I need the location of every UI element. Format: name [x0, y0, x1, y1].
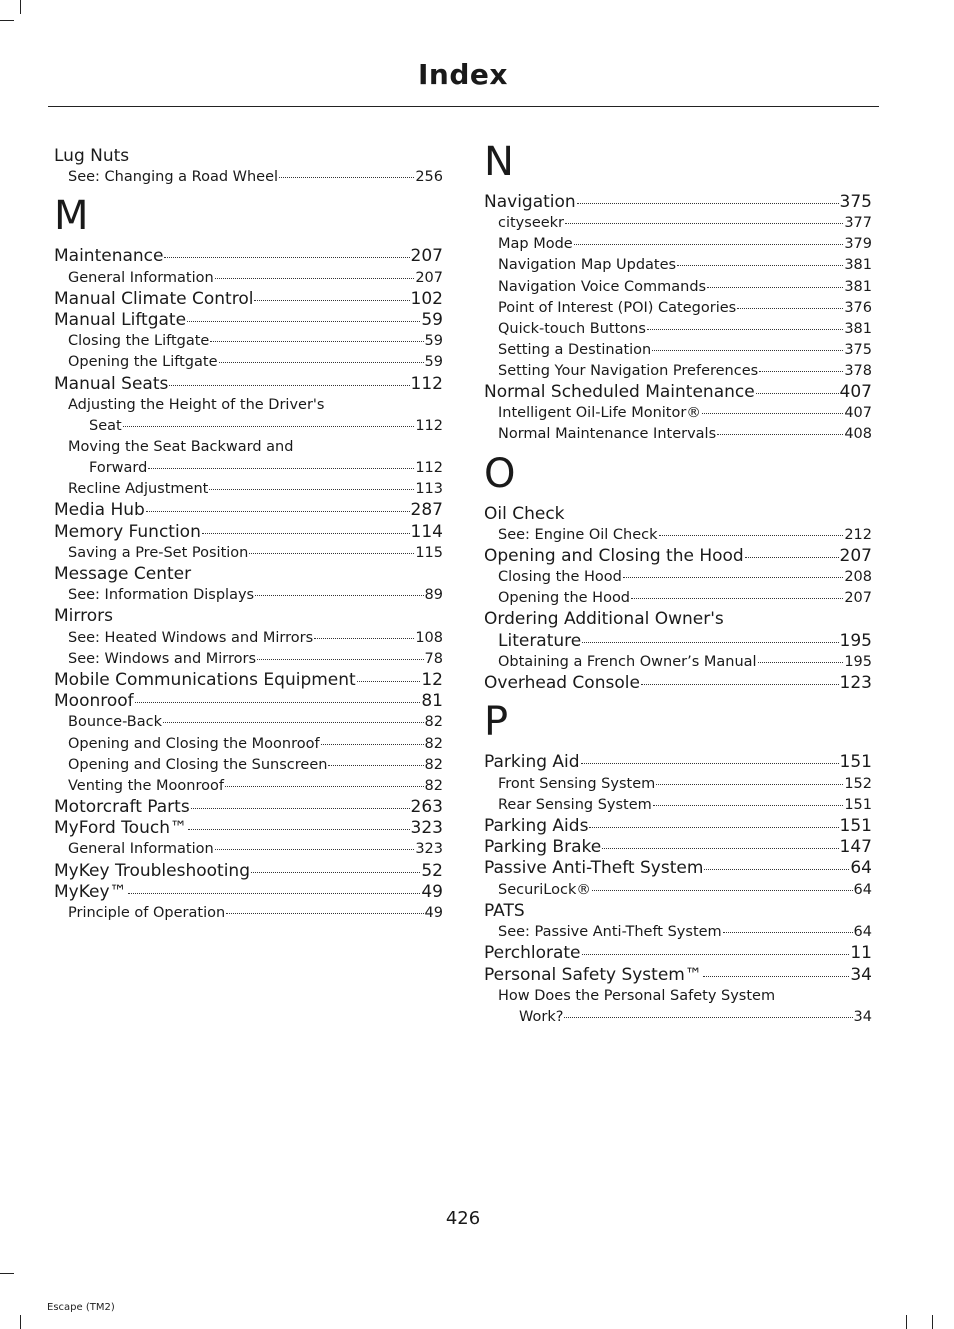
entry-page-number: 376 [844, 299, 872, 316]
index-subentry [54, 649, 443, 670]
dot-leader [652, 350, 843, 351]
index-subentry [54, 331, 443, 352]
dot-leader [219, 362, 424, 363]
entry-page-number: 114 [410, 521, 443, 542]
entry-text: Opening and Closing the Hood [484, 545, 744, 566]
dot-leader [589, 827, 838, 828]
entry-text: Passive Anti-Theft System [484, 858, 704, 879]
entry-page-number: 147 [839, 837, 872, 858]
entry-text: Closing the Hood [498, 569, 622, 586]
index-entry [484, 631, 872, 652]
index-subentry [484, 277, 872, 298]
dot-leader [574, 244, 844, 245]
entry-page-number: 207 [839, 545, 872, 566]
entry-page-number: 151 [839, 752, 872, 773]
entry-text: Parking Aid [484, 752, 580, 773]
entry-text: Memory Function [54, 521, 201, 542]
index-subentry [54, 479, 443, 500]
entry-page-number: 81 [421, 691, 443, 712]
entry-text: Perchlorate [484, 943, 581, 964]
entry-page-number: 49 [421, 881, 443, 902]
index-entry [54, 289, 443, 310]
index-column-right [484, 139, 872, 1028]
dot-leader [209, 489, 414, 490]
dot-leader [592, 890, 853, 891]
entry-text: Message Center [54, 564, 192, 585]
index-subentry [484, 652, 872, 673]
index-entry [484, 901, 872, 922]
entry-page-number: 89 [424, 587, 443, 604]
entry-page-number: 52 [421, 860, 443, 881]
entry-page-number: 34 [850, 964, 872, 985]
index-entry [54, 146, 443, 167]
entry-text: Recline Adjustment [68, 481, 209, 498]
dot-leader [123, 426, 415, 427]
dot-leader [631, 598, 843, 599]
entry-text: Intelligent Oil-Life Monitor® [498, 405, 701, 422]
index-subentry [484, 567, 872, 588]
entry-text: How Does the Personal Safety System [498, 987, 776, 1004]
dot-leader [251, 872, 420, 873]
entry-page-number: 407 [839, 382, 872, 403]
dot-leader [255, 595, 423, 596]
entry-page-number: 113 [415, 481, 443, 498]
dot-leader [187, 321, 420, 322]
index-subentry [484, 424, 872, 445]
index-entry [484, 504, 872, 525]
crop-mark-bottom-left-h [0, 1273, 14, 1274]
dot-leader [717, 434, 843, 435]
entry-text: Normal Scheduled Maintenance [484, 382, 755, 403]
entry-page-number: 64 [853, 881, 872, 898]
dot-leader [704, 869, 849, 870]
index-subentry [54, 839, 443, 860]
entry-page-number: 102 [410, 288, 443, 309]
dot-leader [653, 805, 844, 806]
entry-text: SecuriLock® [498, 881, 591, 898]
entry-text: Closing the Liftgate [68, 333, 210, 350]
entry-text: Map Mode [498, 236, 573, 253]
entry-page-number: 152 [844, 775, 872, 792]
entry-text: Mobile Communications Equipment [54, 669, 356, 690]
entry-page-number: 82 [424, 735, 443, 752]
index-entry [54, 374, 443, 395]
entry-text: See: Engine Oil Check [498, 526, 658, 543]
entry-text: PATS [484, 900, 525, 921]
index-entry [54, 861, 443, 882]
entry-text: MyKey Troubleshooting [54, 860, 250, 881]
entry-page-number: 112 [415, 460, 443, 477]
index-entry [54, 522, 443, 543]
index-entry [484, 382, 872, 403]
index-subentry [484, 319, 872, 340]
entry-page-number: 407 [844, 405, 872, 422]
entry-page-number: 381 [844, 320, 872, 337]
entry-text: See: Passive Anti-Theft System [498, 924, 722, 941]
entry-page-number: 82 [424, 714, 443, 731]
entry-text: Opening the Hood [498, 590, 631, 607]
entry-text: Literature [498, 630, 582, 651]
index-subentry [484, 361, 872, 382]
entry-page-number: 408 [844, 426, 872, 443]
dot-leader [226, 913, 423, 914]
index-entry [484, 192, 872, 213]
section-letter-m: M [54, 193, 89, 240]
index-entry [54, 691, 443, 712]
entry-text: Front Sensing System [498, 775, 656, 792]
entry-page-number: 59 [421, 310, 443, 331]
index-entry [54, 606, 443, 627]
entry-text: Parking Brake [484, 837, 602, 858]
dot-leader [254, 300, 409, 301]
page-number: 426 [445, 1208, 481, 1229]
index-subentry [484, 922, 872, 943]
entry-text: See: Windows and Mirrors [68, 650, 257, 667]
index-subentry [54, 628, 443, 649]
entry-page-number: 195 [839, 630, 872, 651]
index-entry [54, 670, 443, 691]
entry-text: Mirrors [54, 606, 113, 627]
index-entry [484, 673, 872, 694]
dot-leader [581, 763, 839, 764]
index-subentry [54, 755, 443, 776]
page-title: Index [418, 58, 508, 91]
entry-text: Ordering Additional Owner's [484, 609, 724, 630]
section-letter-o: O [484, 450, 516, 497]
index-entry [54, 797, 443, 818]
index-subentry [484, 986, 872, 1007]
section-letter-n: N [484, 139, 514, 185]
index-subentry [484, 298, 872, 319]
dot-leader [135, 702, 421, 703]
index-entry [484, 546, 872, 567]
dot-leader [191, 808, 410, 809]
index-entry [484, 609, 872, 630]
entry-text: MyKey™ [54, 881, 127, 902]
entry-text: Setting a Destination [498, 341, 652, 358]
entry-page-number: 123 [839, 673, 872, 694]
index-subentry [54, 268, 443, 289]
dot-leader [745, 557, 839, 558]
entry-text: Moving the Seat Backward and [68, 439, 294, 456]
entry-page-number: 12 [421, 669, 443, 690]
index-subentry [484, 213, 872, 234]
index-subentry [54, 167, 443, 188]
entry-text: Point of Interest (POI) Categories [498, 299, 737, 316]
entry-page-number: 378 [844, 362, 872, 379]
entry-text: Venting the Moonroof [68, 777, 224, 794]
dot-leader [163, 722, 424, 723]
entry-text: MyFord Touch™ [54, 818, 187, 839]
index-subentry [54, 776, 443, 797]
entry-text: General Information [68, 841, 214, 858]
index-subentry [54, 458, 443, 479]
index-subentry [484, 525, 872, 546]
entry-text: Manual Liftgate [54, 310, 187, 331]
entry-text: Manual Climate Control [54, 288, 254, 309]
entry-text: Navigation [484, 192, 576, 212]
entry-text: Navigation Map Updates [498, 257, 677, 274]
dot-leader [257, 659, 424, 660]
entry-text: Lug Nuts [54, 146, 130, 166]
crop-mark-bottom-left-v [20, 1315, 21, 1329]
index-entry [484, 816, 872, 837]
dot-leader [641, 684, 839, 685]
entry-text: Seat [89, 417, 122, 434]
dot-leader [656, 784, 843, 785]
entry-page-number: 11 [850, 943, 872, 964]
dot-leader [321, 744, 424, 745]
document-label: Escape (TM2) [47, 1302, 115, 1313]
entry-text: Saving a Pre-Set Position [68, 544, 249, 561]
dot-leader [602, 848, 838, 849]
entry-text: Work? [519, 1008, 564, 1025]
crop-mark-top-left-v [20, 0, 21, 14]
dot-leader [328, 765, 423, 766]
index-subentry [484, 774, 872, 795]
entry-page-number: 212 [844, 526, 872, 543]
entry-page-number: 208 [844, 569, 872, 586]
index-subentry [484, 234, 872, 255]
index-entry [484, 837, 872, 858]
entry-page-number: 82 [424, 756, 443, 773]
entry-text: Opening and Closing the Moonroof [68, 735, 320, 752]
entry-page-number: 195 [844, 654, 872, 670]
entry-page-number: 381 [844, 278, 872, 295]
entry-text: Oil Check [484, 503, 565, 524]
entry-page-number: 151 [844, 796, 872, 813]
index-subentry [54, 352, 443, 373]
header-divider [48, 106, 879, 107]
dot-leader [647, 329, 843, 330]
dot-leader [756, 393, 839, 394]
dot-leader [164, 257, 409, 258]
entry-text: See: Information Displays [68, 587, 255, 604]
entry-text: Opening the Liftgate [68, 354, 218, 371]
entry-page-number: 151 [839, 815, 872, 836]
entry-page-number: 59 [424, 333, 443, 350]
entry-text: Setting Your Navigation Preferences [498, 362, 759, 379]
entry-page-number: 379 [844, 236, 872, 253]
entry-page-number: 256 [415, 169, 443, 186]
entry-page-number: 375 [839, 192, 872, 212]
dot-leader [703, 976, 850, 977]
entry-text: See: Changing a Road Wheel [68, 169, 279, 186]
entry-page-number: 112 [410, 373, 443, 394]
entry-text: Obtaining a French Owner’s Manual [498, 654, 757, 670]
entry-text: Opening and Closing the Sunscreen [68, 756, 328, 773]
index-subentry [54, 734, 443, 755]
entry-text: Parking Aids [484, 815, 589, 836]
dot-leader [188, 829, 410, 830]
dot-leader [759, 371, 843, 372]
entry-text: Navigation Voice Commands [498, 278, 707, 295]
dot-leader [148, 468, 414, 469]
entry-page-number: 323 [410, 818, 443, 839]
index-subentry [54, 395, 443, 416]
dot-leader [146, 511, 410, 512]
entry-page-number: 115 [415, 544, 443, 561]
index-subentry [54, 437, 443, 458]
entry-page-number: 323 [415, 841, 443, 858]
entry-text: Forward [89, 460, 148, 477]
entry-page-number: 82 [424, 777, 443, 794]
entry-page-number: 287 [410, 500, 443, 521]
dot-leader [707, 287, 843, 288]
index-entry [484, 965, 872, 986]
index-entry [54, 246, 443, 267]
entry-page-number: 207 [415, 269, 443, 286]
entry-text: Motorcraft Parts [54, 796, 190, 817]
index-entry [54, 818, 443, 839]
index-subentry [484, 403, 872, 424]
crop-mark-top-left-h [0, 20, 14, 21]
entry-text: See: Heated Windows and Mirrors [68, 629, 314, 646]
dot-leader [723, 932, 853, 933]
section-letter-p: P [484, 699, 509, 746]
entry-page-number: 59 [424, 354, 443, 371]
index-entry [54, 882, 443, 903]
index-subentry [484, 588, 872, 609]
dot-leader [225, 786, 424, 787]
dot-leader [279, 177, 414, 178]
entry-text: Manual Seats [54, 373, 169, 394]
entry-page-number: 207 [844, 590, 872, 607]
index-subentry [54, 585, 443, 606]
index-entry [54, 564, 443, 585]
entry-text: Moonroof [54, 691, 134, 712]
entry-page-number: 49 [424, 905, 443, 922]
entry-text: Normal Maintenance Intervals [498, 426, 717, 443]
entry-text: Bounce-Back [68, 714, 163, 731]
index-entry [484, 858, 872, 879]
index-entry [54, 500, 443, 521]
dot-leader [314, 638, 414, 639]
index-column-left [54, 146, 443, 924]
entry-text: Principle of Operation [68, 905, 226, 922]
dot-leader [659, 535, 844, 536]
index-subentry [484, 255, 872, 276]
dot-leader [623, 577, 843, 578]
dot-leader [169, 385, 409, 386]
index-subentry [54, 543, 443, 564]
dot-leader [737, 308, 843, 309]
entry-text: General Information [68, 269, 214, 286]
crop-mark-bottom-right-v2 [932, 1315, 933, 1329]
index-entry [484, 943, 872, 964]
entry-page-number: 377 [844, 215, 872, 232]
dot-leader [702, 413, 843, 414]
dot-leader [582, 642, 838, 643]
entry-page-number: 34 [853, 1008, 872, 1025]
entry-page-number: 64 [850, 858, 872, 879]
entry-text: Maintenance [54, 246, 164, 267]
entry-page-number: 78 [424, 650, 443, 667]
index-subentry [54, 416, 443, 437]
index-subentry [484, 340, 872, 361]
index-subentry [54, 903, 443, 924]
index-entry [484, 752, 872, 773]
dot-leader [128, 893, 421, 894]
dot-leader [215, 278, 415, 279]
entry-text: Overhead Console [484, 673, 640, 694]
entry-text: Quick-touch Buttons [498, 320, 646, 337]
index-subentry [484, 880, 872, 901]
entry-text: cityseekr [498, 215, 565, 232]
dot-leader [758, 662, 844, 663]
index-subentry [54, 712, 443, 733]
entry-text: Media Hub [54, 500, 145, 521]
entry-page-number: 112 [415, 417, 443, 434]
dot-leader [677, 265, 843, 266]
entry-page-number: 263 [410, 796, 443, 817]
dot-leader [210, 341, 423, 342]
index-subentry [484, 795, 872, 816]
entry-page-number: 207 [410, 246, 443, 267]
entry-text: Rear Sensing System [498, 796, 652, 813]
dot-leader [249, 553, 414, 554]
dot-leader [357, 681, 421, 682]
entry-text: Adjusting the Height of the Driver's [68, 396, 325, 413]
entry-page-number: 381 [844, 257, 872, 274]
entry-page-number: 108 [415, 629, 443, 646]
entry-page-number: 375 [844, 341, 872, 358]
entry-text: Personal Safety System™ [484, 964, 702, 985]
dot-leader [565, 223, 843, 224]
index-subentry [484, 1007, 872, 1028]
dot-leader [577, 203, 839, 204]
dot-leader [215, 849, 415, 850]
dot-leader [202, 533, 410, 534]
index-entry [54, 310, 443, 331]
entry-page-number: 64 [853, 924, 872, 941]
dot-leader [582, 954, 850, 955]
dot-leader [564, 1017, 852, 1018]
crop-mark-bottom-right-v1 [906, 1315, 907, 1329]
